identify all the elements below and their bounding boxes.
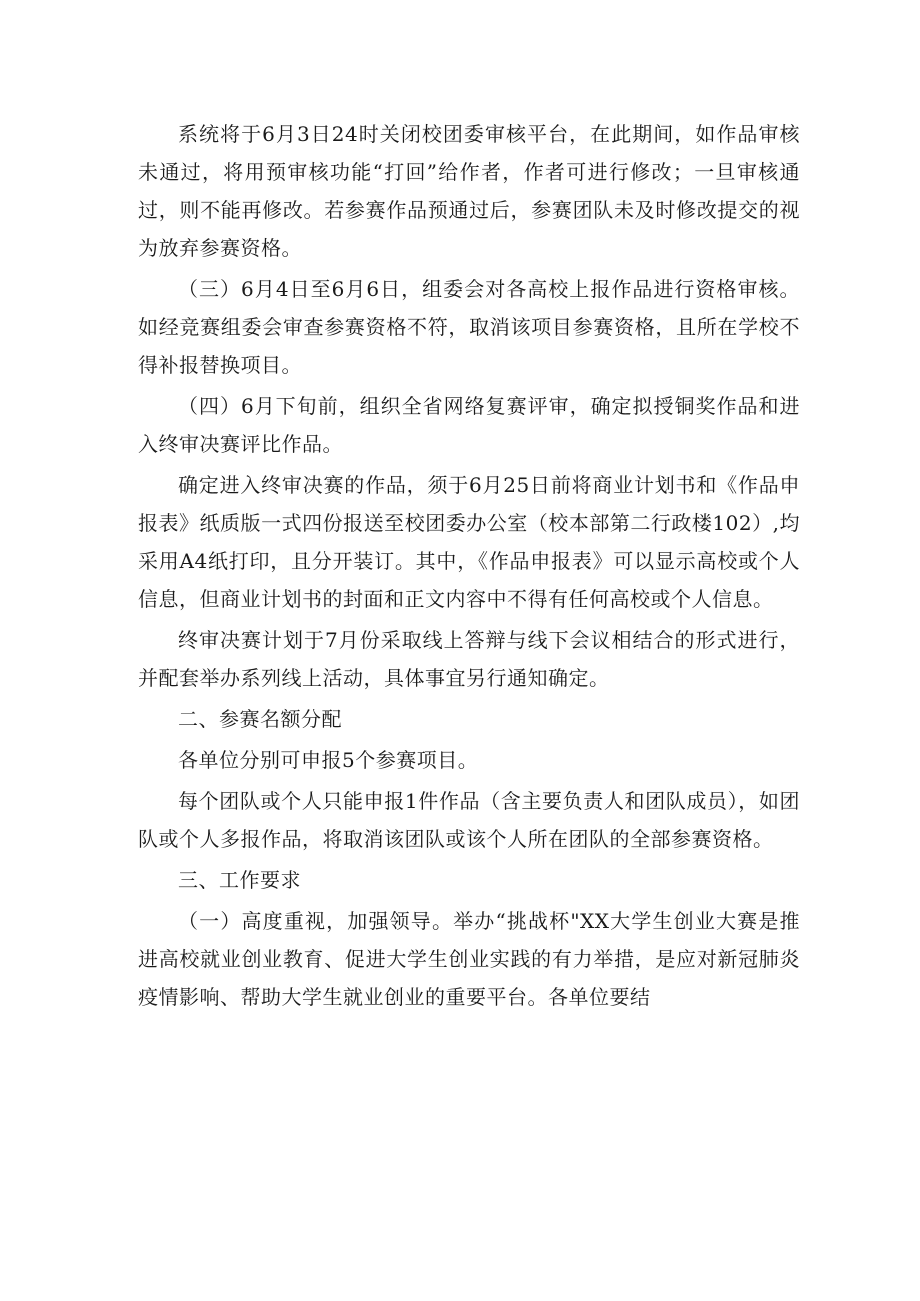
paragraph-quota: 各单位分别可申报5个参赛项目。 <box>178 748 479 772</box>
paragraph-one-entry-rule: 每个团队或个人只能申报1件作品（含主要负责人和团队成员），如团队或个人多报作品，将取消该团队或该个人所在团队的全部参赛资格。 <box>138 789 800 851</box>
heading-quota-allocation: 二、参赛名额分配 <box>178 707 342 731</box>
heading-work-requirements: 三、工作要求 <box>178 868 301 892</box>
paragraph-section-4: （四）6月下旬前，组织全省网络复赛评审，确定拟授铜奖作品和进入终审决赛评比作品。 <box>138 394 800 456</box>
paragraph-final-submission: 确定进入终审决赛的作品，须于6月25日前将商业计划书和《作品申报表》纸质版一式四份报送至校团委办公室（校本部第二行政楼102）,均采用A4纸打印，且分开装订。其中，《作品申报表》可以显示高校或个人信息，但商业计划书的封面和正文内容中不得有任何高校或个人信息。 <box>138 473 800 611</box>
paragraph-review-platform: 系统将于6月3日24时关闭校团委审核平台，在此期间，如作品审核未通过，将用预审核功能“打回”给作者，作者可进行修改；一旦审核通过，则不能再修改。若参赛作品预通过后，参赛团队未及时修改提交的视为放弃参赛资格。 <box>138 122 800 260</box>
paragraph-section-3: （三）6月4日至6月6日，组委会对各高校上报作品进行资格审核。如经竞赛组委会审查参赛资格不符，取消该项目参赛资格，且所在学校不得补报替换项目。 <box>138 277 800 377</box>
document-page <box>138 115 800 1019</box>
paragraph-final-competition: 终审决赛计划于7月份采取线上答辩与线下会议相结合的形式进行，并配套举办系列线上活动，具体事宜另行通知确定。 <box>138 628 800 690</box>
paragraph-requirement-1: （一）高度重视，加强领导。举办“挑战杯"XX大学生创业大赛是推进高校就业创业教育、促进大学生创业实践的有力举措，是应对新冠肺炎疫情影响、帮助大学生就业创业的重要平台。各单位要结 <box>138 909 800 1009</box>
